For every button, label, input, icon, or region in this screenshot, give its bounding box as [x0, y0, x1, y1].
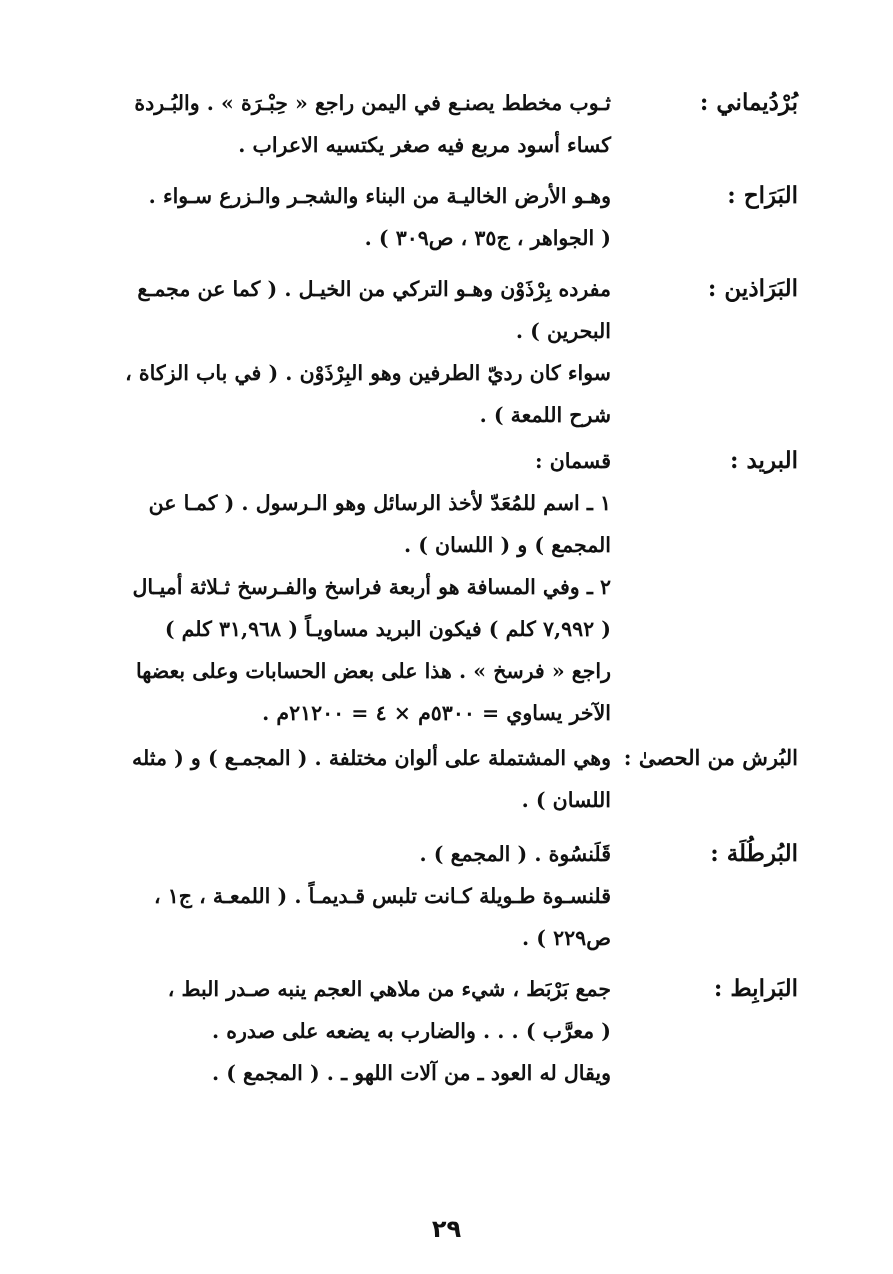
entry-definition [93, 737, 611, 821]
definition-line: ( معرَّب ) . . . والضارب به يضعه على صدره . [212, 1019, 611, 1043]
entry-definition [93, 440, 611, 734]
entry-definition [93, 82, 611, 166]
entry-term: البُرطُلَة : [710, 840, 798, 867]
definition-line: قَلَنسُوة . ( المجمع ) . [419, 842, 611, 866]
definition-line: قسمان : [535, 449, 611, 473]
definition-line: ( الجواهر ، ج٣٥ ، ص٣٠٩ ) . [364, 226, 611, 250]
entry-term: البَرَاذين : [707, 275, 798, 302]
definition-line: ٢ ـ وفي المسافة هو أربعة فراسخ والفـرسخ ثـلاثة أميـال [132, 575, 611, 599]
definition-line: ١ ـ اسم للمُعَدّ لأخذ الرسائل وهو الـرسول . ( كمـا عن [148, 491, 611, 515]
definition-line: ثـوب مخطط يصنـع في اليمن راجع « حِبْـرَة » . والبُـردة [134, 91, 611, 115]
entry-term: البَرابِط : [713, 975, 798, 1002]
page-number: ٢٩ [431, 1215, 462, 1243]
definition-line: الآخر يساوي = ٥٣٠٠م × ٤ = ٢١٢٠٠م . [262, 701, 611, 725]
entry-term: البَرَاح : [727, 182, 798, 209]
definition-line: راجع « فرسخ » . هذا على بعض الحسابات وعلى بعضها [136, 659, 611, 683]
definition-line: اللسان ) . [521, 788, 611, 812]
definition-line: المجمع ) و ( اللسان ) . [403, 533, 611, 557]
entry-definition [93, 833, 611, 959]
definition-line: ص٢٢٩ ) . [522, 926, 611, 950]
definition-line: كساء أسود مربع فيه صغر يكتسيه الاعراب . [238, 133, 611, 157]
entry-term: البريد : [729, 447, 798, 474]
definition-line: ( ٧,٩٩٢ كلم ) فيكون البريد مساويـاً ( ٣١,٩٦٨ كلم ) [164, 617, 611, 641]
entry-term: بُرْدُيماني : [699, 89, 798, 116]
definition-line: البحرين ) . [515, 319, 611, 343]
definition-line: قلنسـوة طـويلة كـانت تلبس قـديمـاً . ( اللمعـة ، ج١ ، [154, 884, 611, 908]
definition-line: وهـو الأرض الخاليـة من البناء والشجـر والـزرع سـواء . [148, 184, 611, 208]
definition-line: وهي المشتملة على ألوان مختلفة . ( المجمـع ) و ( مثله [131, 746, 611, 770]
definition-line: شرح اللمعة ) . [479, 403, 611, 427]
entry-definition [93, 968, 611, 1094]
entry-definition [93, 268, 611, 436]
definition-line: ويقال له العود ـ من آلات اللهو ـ . ( المجمع ) . [211, 1061, 611, 1085]
definition-line: مفرده بِرْذَوْن وهـو التركي من الخيـل . ( كما عن مجمـع [137, 277, 611, 301]
definition-line: سواء كان رديّ الطرفين وهو البِرْذَوْن . ( في باب الزكاة ، [125, 361, 611, 385]
definition-line: جمع بَرْبَط ، شيء من ملاهي العجم ينبه صـدر البط ، [167, 977, 611, 1001]
entry-term: البُرش من الحصىٰ : [623, 745, 798, 770]
entry-definition [93, 175, 611, 259]
